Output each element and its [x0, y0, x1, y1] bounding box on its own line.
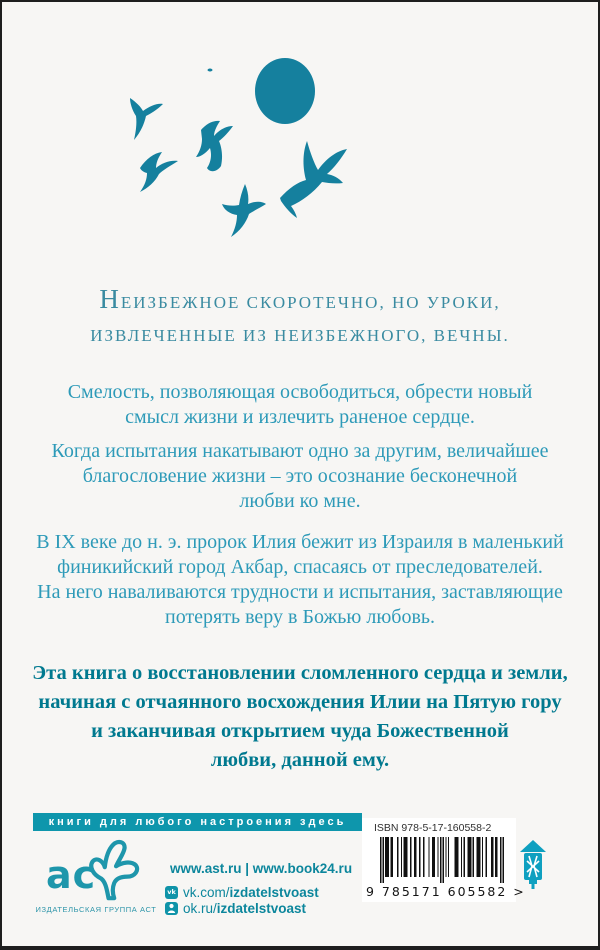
bird-icon: [140, 152, 178, 192]
flock-artwork: [2, 2, 600, 262]
bird-icon: [208, 69, 213, 72]
text-line: любви, данной ему.: [210, 749, 390, 771]
ok-line: [165, 901, 306, 916]
text-line: любви ко мне.: [239, 490, 361, 512]
text-line: Эта книга о восстановлении сломленного сердца и земли,: [32, 662, 568, 684]
paragraph: [2, 380, 598, 430]
text-line: ИЗВЛЕЧЕННЫЕ ИЗ НЕИЗБЕЖНОГО, ВЕЧНЫ.: [90, 326, 510, 345]
text-line: и заканчивая открытием чуда Божественной: [91, 720, 509, 742]
ast-logo-text: ас: [46, 853, 97, 897]
text-line: В IX веке до н. э. пророк Илия бежит из Израиля в маленький: [36, 531, 564, 553]
vk-icon-glyph: vk: [167, 888, 176, 896]
quote: [2, 283, 598, 352]
paragraph: [2, 439, 598, 514]
publisher-caption: ИЗДАТЕЛЬСКАЯ ГРУППА АСТ: [35, 905, 157, 914]
ok-url: ok.ru/izdatelstvoast: [183, 901, 307, 916]
text-line: начиная с отчаянного восхождения Илии на Пятую гору: [38, 691, 562, 713]
vk-icon: [165, 886, 178, 899]
bird-icon: [130, 98, 163, 140]
bird-icon: [280, 141, 347, 218]
bird-icon: [196, 121, 233, 171]
paragraph: [2, 530, 598, 630]
sun-icon: [255, 58, 315, 124]
bird-icon: [222, 184, 266, 237]
text-line: На него наваливаются трудности и испытания, заставляющие: [37, 581, 563, 603]
text-line: потерять веру в Божью любовь.: [164, 606, 436, 628]
isbn-label: ISBN 978-5-17-160558-2: [374, 822, 492, 834]
promo-banner: книги для любого настроения здесь: [33, 813, 362, 831]
cactus-icon: [86, 838, 148, 902]
text-line: Когда испытания накатывают одно за другим, величайшее: [51, 440, 549, 462]
ok-icon: [165, 902, 178, 915]
text-line: финикийский город Акбар, спасаясь от преследователей.: [57, 556, 543, 578]
lantern-icon: [519, 840, 547, 890]
vk-url: vk.com/izdatelstvoast: [183, 885, 319, 900]
vk-line: [165, 885, 319, 900]
text-line: НЕИЗБЕЖНОЕ СКОРОТЕЧНО, НО УРОКИ,: [99, 284, 501, 314]
websites-line: www.ast.ru | www.book24.ru: [170, 861, 353, 876]
highlight-paragraph: [2, 659, 598, 775]
text-line: благословение жизни – это осознание бесконечной: [82, 465, 518, 487]
text-line: смысл жизни и излечить раненое сердце.: [125, 406, 475, 428]
barcode-digits: 9 785171 605582 >: [366, 884, 526, 899]
ean-barcode: [380, 837, 504, 883]
text-line: Смелость, позволяющая освободиться, обрести новый: [67, 381, 533, 403]
